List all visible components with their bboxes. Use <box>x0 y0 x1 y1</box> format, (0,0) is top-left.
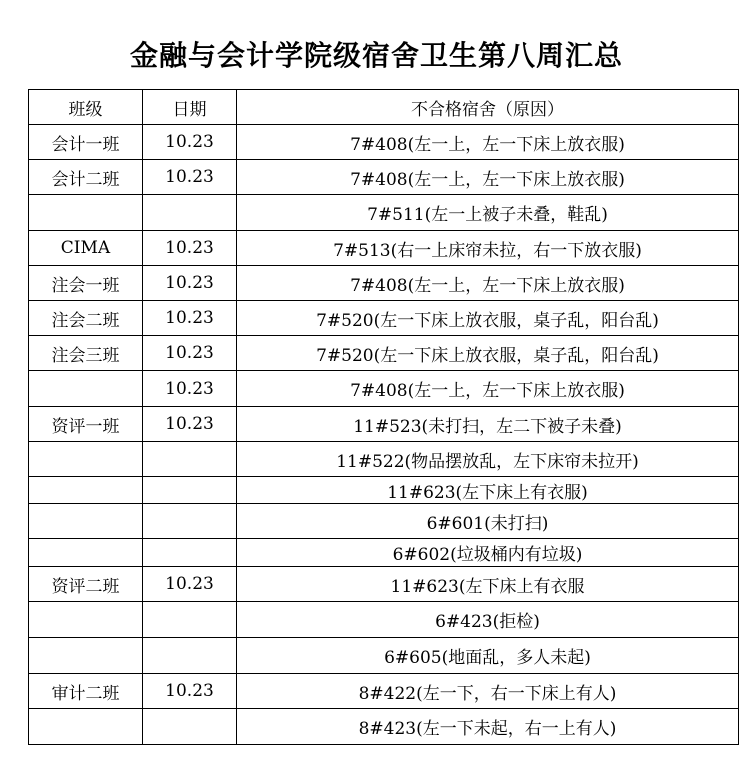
cell-date <box>143 442 237 477</box>
cell-class <box>29 539 143 567</box>
cell-issue: 7#408(左一上，左一下床上放衣服) <box>237 125 739 160</box>
cell-issue: 7#408(左一上，左一下床上放衣服) <box>237 160 739 195</box>
cell-issue: 7#520(左一下床上放衣服，桌子乱，阳台乱) <box>237 336 739 371</box>
table-row <box>29 160 739 195</box>
table-row <box>29 301 739 336</box>
cell-date: 10.23 <box>143 160 237 195</box>
table-row <box>29 195 739 231</box>
cell-class <box>29 709 143 745</box>
table-row <box>29 709 739 745</box>
header-issue: 不合格宿舍（原因） <box>237 90 739 125</box>
header-date: 日期 <box>143 90 237 125</box>
cell-issue: 6#423(拒检) <box>237 602 739 638</box>
cell-class: 会计一班 <box>29 125 143 160</box>
cell-class: 会计二班 <box>29 160 143 195</box>
cell-issue: 11#623(左下床上有衣服) <box>237 477 739 504</box>
cell-issue: 11#522(物品摆放乱，左下床帘未拉开) <box>237 442 739 477</box>
cell-date <box>143 638 237 674</box>
table-row <box>29 442 739 477</box>
cell-class <box>29 638 143 674</box>
cell-issue: 6#601(未打扫) <box>237 504 739 539</box>
table-row <box>29 407 739 442</box>
cell-date <box>143 602 237 638</box>
cell-issue: 7#520(左一下床上放衣服，桌子乱，阳台乱) <box>237 301 739 336</box>
cell-date: 10.23 <box>143 371 237 407</box>
table-row <box>29 336 739 371</box>
cell-class <box>29 477 143 504</box>
cell-issue: 11#523(未打扫，左二下被子未叠) <box>237 407 739 442</box>
cell-class <box>29 602 143 638</box>
table-row <box>29 638 739 674</box>
table-row <box>29 371 739 407</box>
header-row <box>29 90 739 125</box>
cell-issue: 7#408(左一上，左一下床上放衣服) <box>237 266 739 301</box>
dorm-hygiene-table <box>28 89 739 745</box>
cell-date <box>143 195 237 231</box>
table-row <box>29 602 739 638</box>
cell-class: 注会一班 <box>29 266 143 301</box>
cell-class: 资评一班 <box>29 407 143 442</box>
cell-date <box>143 709 237 745</box>
table-row <box>29 504 739 539</box>
cell-class: 注会三班 <box>29 336 143 371</box>
cell-date: 10.23 <box>143 674 237 709</box>
cell-class <box>29 371 143 407</box>
page-title: 金融与会计学院级宿舍卫生第八周汇总 <box>129 39 623 72</box>
cell-class <box>29 195 143 231</box>
table-row <box>29 477 739 504</box>
cell-date: 10.23 <box>143 567 237 602</box>
cell-date: 10.23 <box>143 336 237 371</box>
cell-class <box>29 504 143 539</box>
header-class: 班级 <box>29 90 143 125</box>
cell-class: 注会二班 <box>29 301 143 336</box>
cell-issue: 11#623(左下床上有衣服 <box>237 567 739 602</box>
cell-issue: 8#422(左一下，右一下床上有人) <box>237 674 739 709</box>
table-row <box>29 266 739 301</box>
cell-class: CIMA <box>29 231 143 266</box>
cell-issue: 7#408(左一上，左一下床上放衣服) <box>237 371 739 407</box>
cell-class <box>29 442 143 477</box>
cell-date: 10.23 <box>143 301 237 336</box>
table-row <box>29 539 739 567</box>
cell-date <box>143 539 237 567</box>
cell-date <box>143 477 237 504</box>
cell-issue: 8#423(左一下未起，右一上有人) <box>237 709 739 745</box>
cell-class: 审计二班 <box>29 674 143 709</box>
cell-date <box>143 504 237 539</box>
cell-issue: 7#511(左一上被子未叠，鞋乱) <box>237 195 739 231</box>
table-row <box>29 231 739 266</box>
table-row <box>29 674 739 709</box>
cell-date: 10.23 <box>143 125 237 160</box>
cell-date: 10.23 <box>143 407 237 442</box>
cell-date: 10.23 <box>143 231 237 266</box>
cell-date: 10.23 <box>143 266 237 301</box>
cell-issue: 6#602(垃圾桶内有垃圾) <box>237 539 739 567</box>
table-row <box>29 125 739 160</box>
cell-issue: 6#605(地面乱，多人未起) <box>237 638 739 674</box>
table-row <box>29 567 739 602</box>
cell-class: 资评二班 <box>29 567 143 602</box>
cell-issue: 7#513(右一上床帘未拉，右一下放衣服) <box>237 231 739 266</box>
